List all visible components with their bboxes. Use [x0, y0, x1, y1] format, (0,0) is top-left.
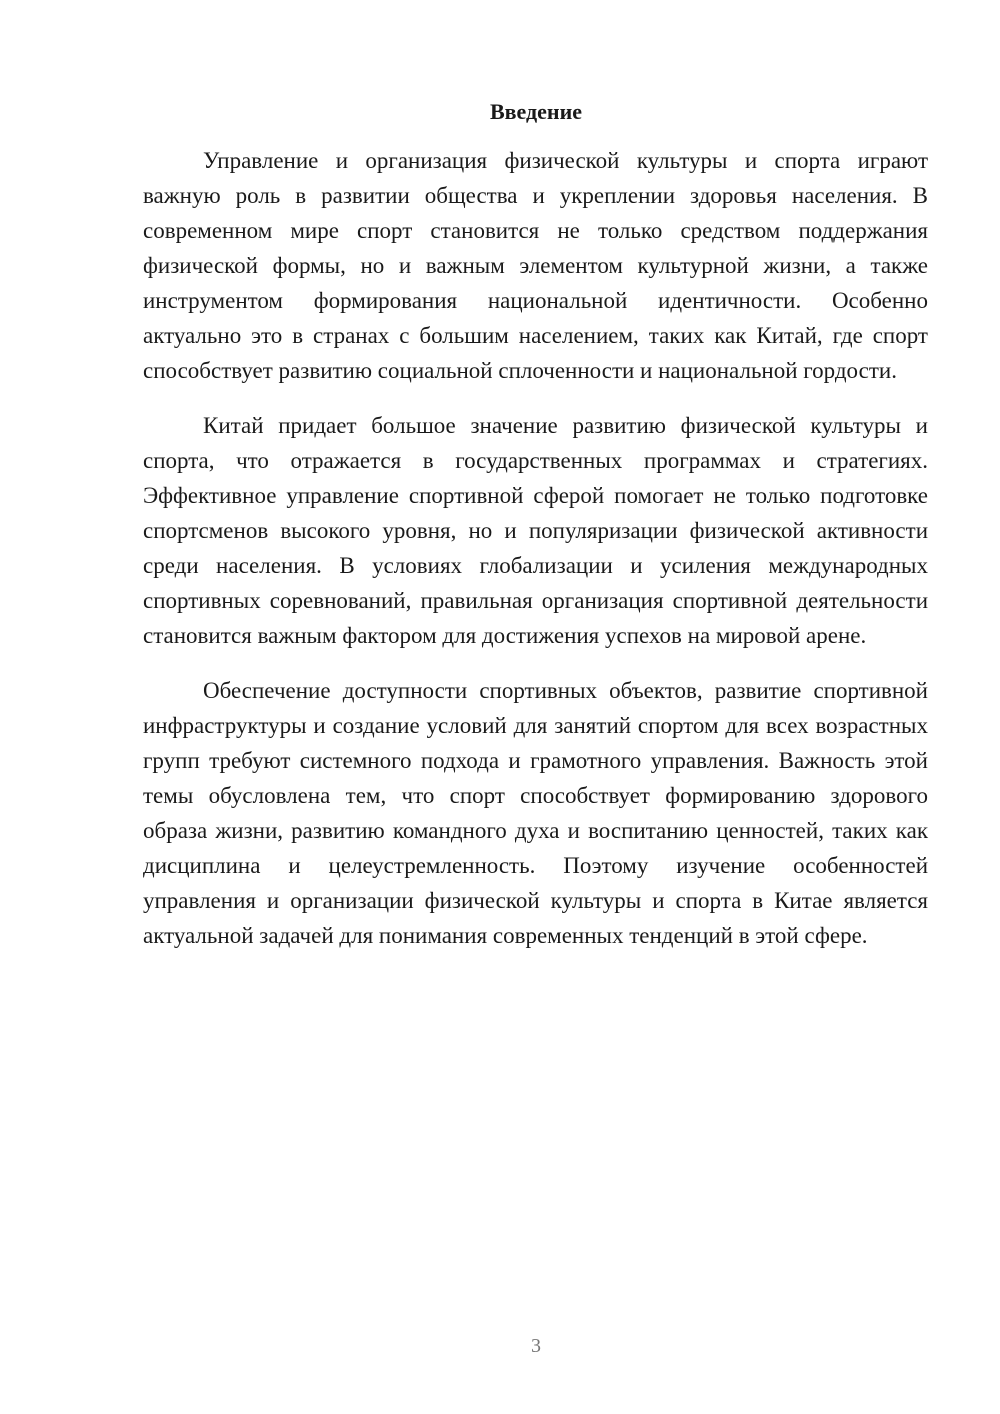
paragraph-1: Управление и организация физической культуры и спорта играют важную роль в развитии общества и укреплении здоровья населения. В современном мире спорт становится не только средством поддержания физической формы, но и важным элементом культурной жизни, а также инструментом формирования национальной идентичности. Особенно актуально это в странах с большим населением, таких как Китай, где спорт способствует развитию социальной сплоченности и национальной гордости. [143, 148, 928, 383]
document-body [143, 143, 928, 973]
paragraph-3: Обеспечение доступности спортивных объектов, развитие спортивной инфраструктуры и создание условий для занятий спортом для всех возрастных групп требуют системного подхода и грамотного управления. Важность этой темы обусловлена тем, что спорт способствует формированию здорового образа жизни, развитию командного духа и воспитанию ценностей, таких как дисциплина и целеустремленность. Поэтому изучение особенностей управления и организации физической культуры и спорта в Китае является актуальной задачей для понимания современных тенденций в этой сфере. [143, 678, 928, 948]
page-number: 3 [531, 1335, 541, 1357]
section-title: Введение [489, 99, 583, 124]
paragraph-2: Китай придает большое значение развитию физической культуры и спорта, что отражается в государственных программах и стратегиях. Эффективное управление спортивной сферой помогает не только подготовке спортсменов высокого уровня, но и популяризации физической активности среди населения. В условиях глобализации и усиления международных спортивных соревнований, правильная организация спортивной деятельности становится важным фактором для достижения успехов на мировой арене. [143, 413, 928, 648]
